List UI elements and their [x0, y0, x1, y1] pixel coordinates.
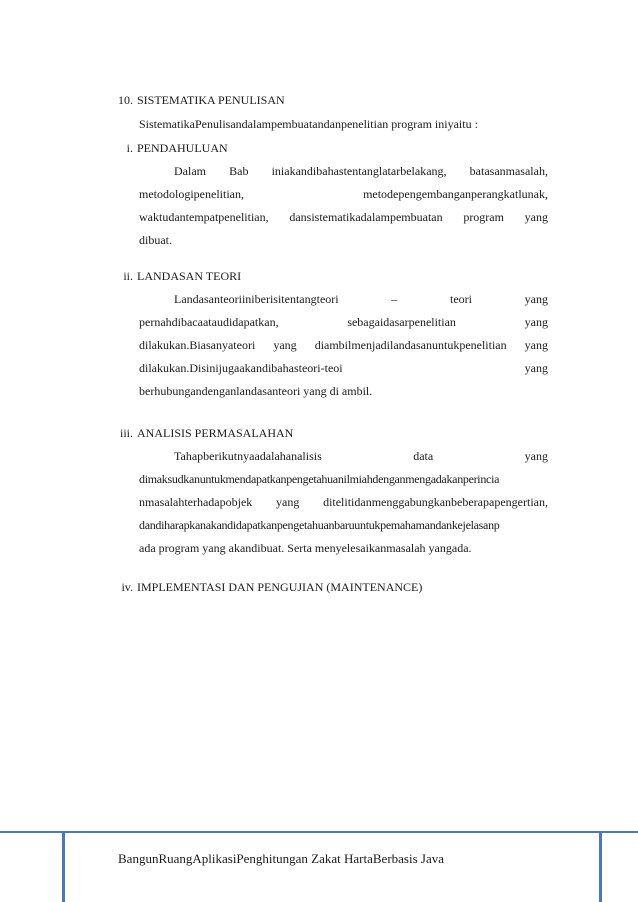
paragraph-line: [139, 338, 548, 352]
paragraph-line: [139, 315, 548, 329]
word: iniakandibahastentanglatarbelakang,: [271, 164, 447, 178]
paragraph-line: [174, 449, 548, 463]
word: metodepengembanganperangkatlunak,: [363, 187, 548, 201]
word: Dalam: [174, 164, 206, 178]
word: teori: [449, 292, 472, 306]
section-title: IMPLEMENTASI DAN PENGUJIAN (MAINTENANCE): [137, 580, 423, 594]
paragraph-line: [174, 164, 548, 178]
paragraph-line: dimaksudkanuntukmendapatkanpengetahuanilmiahdenganmengadakanperincia: [139, 472, 500, 486]
word: pernahdibacaataudidapatkan,: [139, 315, 279, 329]
word: program: [463, 210, 504, 224]
word: yang: [524, 210, 548, 224]
paragraph-line: [139, 495, 548, 509]
section-title: PENDAHULUAN: [137, 141, 228, 155]
paragraph-line: dandiharapkanakandidapatkanpengetahuanbaruuntukpemahamandankejelasanp: [139, 518, 500, 532]
word: yang: [524, 315, 548, 329]
word: data: [413, 449, 434, 463]
word: batasanmasalah,: [469, 164, 548, 178]
word: metodologipenelitian,: [139, 187, 244, 201]
paragraph-line: dibuat.: [139, 233, 172, 247]
section-intro: SistematikaPenulisandalampembuatandanpenelitian program iniyaitu :: [139, 117, 478, 131]
word: Landasanteoriiniberisitentangteori: [174, 292, 339, 306]
word: yang: [273, 338, 297, 352]
word: yang: [524, 292, 548, 306]
word: nmasalahterhadapobjek: [139, 495, 253, 509]
word: yang: [524, 449, 548, 463]
section-heading: [121, 580, 423, 594]
word: dilakukan.Disinijugaakandibahasteori-teoi: [139, 361, 343, 375]
section-number: iii.: [119, 426, 133, 440]
paragraph-line: berhubungandenganlandasanteori yang di ambil.: [139, 384, 373, 398]
word: sebagaidasarpenelitian: [347, 315, 456, 329]
footer-frame: [62, 833, 602, 902]
paragraph-line: [139, 210, 548, 224]
paragraph-line: ada program yang akandibuat. Serta menyelesaikanmasalah yangada.: [139, 541, 472, 555]
section-heading: [123, 269, 242, 283]
word: dansistematikadalampembuatan: [289, 210, 443, 224]
word: dilakukan.Biasanyateori: [139, 338, 256, 352]
section-number: ii.: [123, 269, 133, 283]
section-title: ANALISIS PERMASALAHAN: [137, 426, 294, 440]
section-number: iv.: [121, 580, 133, 594]
paragraph-line: [139, 361, 548, 375]
section-heading: [118, 93, 285, 107]
section-heading: [126, 141, 228, 155]
section-number: 10.: [118, 93, 133, 107]
section-title: LANDASAN TEORI: [137, 269, 242, 283]
word: waktudantempatpenelitian,: [139, 210, 269, 224]
word: Tahapberikutnyaadalahanalisis: [174, 449, 322, 463]
word: yang: [524, 361, 548, 375]
section-heading: [119, 426, 294, 440]
word: yang: [524, 338, 548, 352]
word: Bab: [229, 164, 249, 178]
section-title: SISTEMATIKA PENULISAN: [137, 93, 285, 107]
word: yang: [276, 495, 300, 509]
word: –: [391, 292, 398, 306]
footer-text: BangunRuangAplikasiPenghitungan Zakat HartaBerbasis Java: [118, 851, 445, 866]
word: ditelitidanmenggabungkanbeberapapengertian,: [323, 495, 548, 509]
section-number: i.: [126, 141, 133, 155]
paragraph-line: [139, 187, 548, 201]
word: diambilmenjadilandasanuntukpenelitian: [314, 338, 507, 352]
paragraph-line: [174, 292, 548, 306]
